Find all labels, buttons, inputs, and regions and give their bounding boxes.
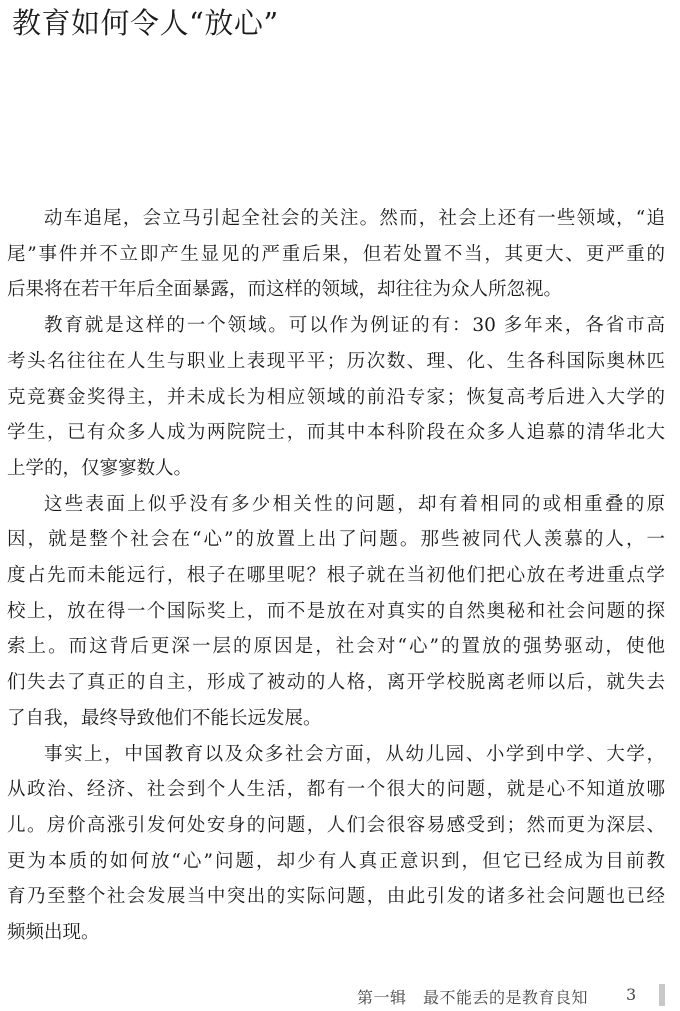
text-line: 育乃至整个社会发展当中突出的实际问题，由此引发的诸多社会问题也已经 (7, 886, 665, 908)
text-line: 了自我，最终导致他们不能长远发展。 (7, 707, 322, 729)
text-line: 尾”事件并不立即产生显见的严重后果，但若处置不当，其更大、更严重的 (7, 243, 665, 265)
text-line: 学生，已有众多人成为两院院士，而其中本科阶段在众多人追慕的清华北大 (7, 422, 665, 444)
paragraph (7, 308, 665, 487)
page-number: 3 (626, 985, 637, 1004)
text-line: 动车追尾，会立马引起全社会的关注。然而，社会上还有一些领域，“追 (44, 208, 665, 229)
text-line: 更为本质的如何放“心”问题，却少有人真正意识到，但它已经成为目前教 (7, 850, 665, 872)
paragraph (7, 201, 665, 308)
text-line: 索上。而这背后更深一层的原因是，社会对“心”的置放的强势驱动，使他 (7, 636, 665, 658)
paragraph (7, 737, 665, 951)
article-body (7, 201, 665, 951)
paragraph (7, 487, 665, 737)
page-footer (0, 981, 680, 1011)
page-title: 教育如何令人“放心” (12, 6, 279, 40)
text-line: 儿。房价高涨引发何处安身的问题，人们会很容易感受到；然而更为深层、 (7, 814, 665, 836)
text-line: 克竞赛金奖得主，并未成长为相应领域的前沿专家；恢复高考后进入大学的 (7, 386, 665, 408)
text-line: 上学的，仅寥寥数人。 (7, 457, 193, 479)
page-edge-tab (659, 984, 665, 1006)
text-line: 校上，放在得一个国际奖上，而不是放在对真实的自然奥秘和社会问题的探 (7, 600, 665, 622)
text-line: 度占先而未能远行，根子在哪里呢？根子就在当初他们把心放在考进重点学 (7, 565, 665, 587)
text-line: 后果将在若干年后全面暴露，而这样的领域，却往往为众人所忽视。 (7, 279, 563, 301)
text-line: 考头名往往在人生与职业上表现平平；历次数、理、化、生各科国际奥林匹 (7, 350, 665, 372)
running-footer: 第一辑 最不能丢的是教育良知 (357, 988, 589, 1007)
text-line: 事实上，中国教育以及众多社会方面，从幼儿园、小学到中学、大学， (44, 743, 665, 765)
text-line: 从政治、经济、社会到个人生活，都有一个很大的问题，就是心不知道放哪 (7, 779, 665, 801)
text-line: 们失去了真正的自主，形成了被动的人格，离开学校脱离老师以后，就失去 (7, 672, 665, 694)
text-line: 因，就是整个社会在“心”的放置上出了问题。那些被同代人羡慕的人，一 (7, 529, 665, 551)
text-line: 教育就是这样的一个领域。可以作为例证的有：30 多年来，各省市高 (44, 315, 665, 337)
text-line: 这些表面上似乎没有多少相关性的问题，却有着相同的或相重叠的原 (44, 493, 665, 515)
text-line: 频频出现。 (7, 922, 100, 944)
